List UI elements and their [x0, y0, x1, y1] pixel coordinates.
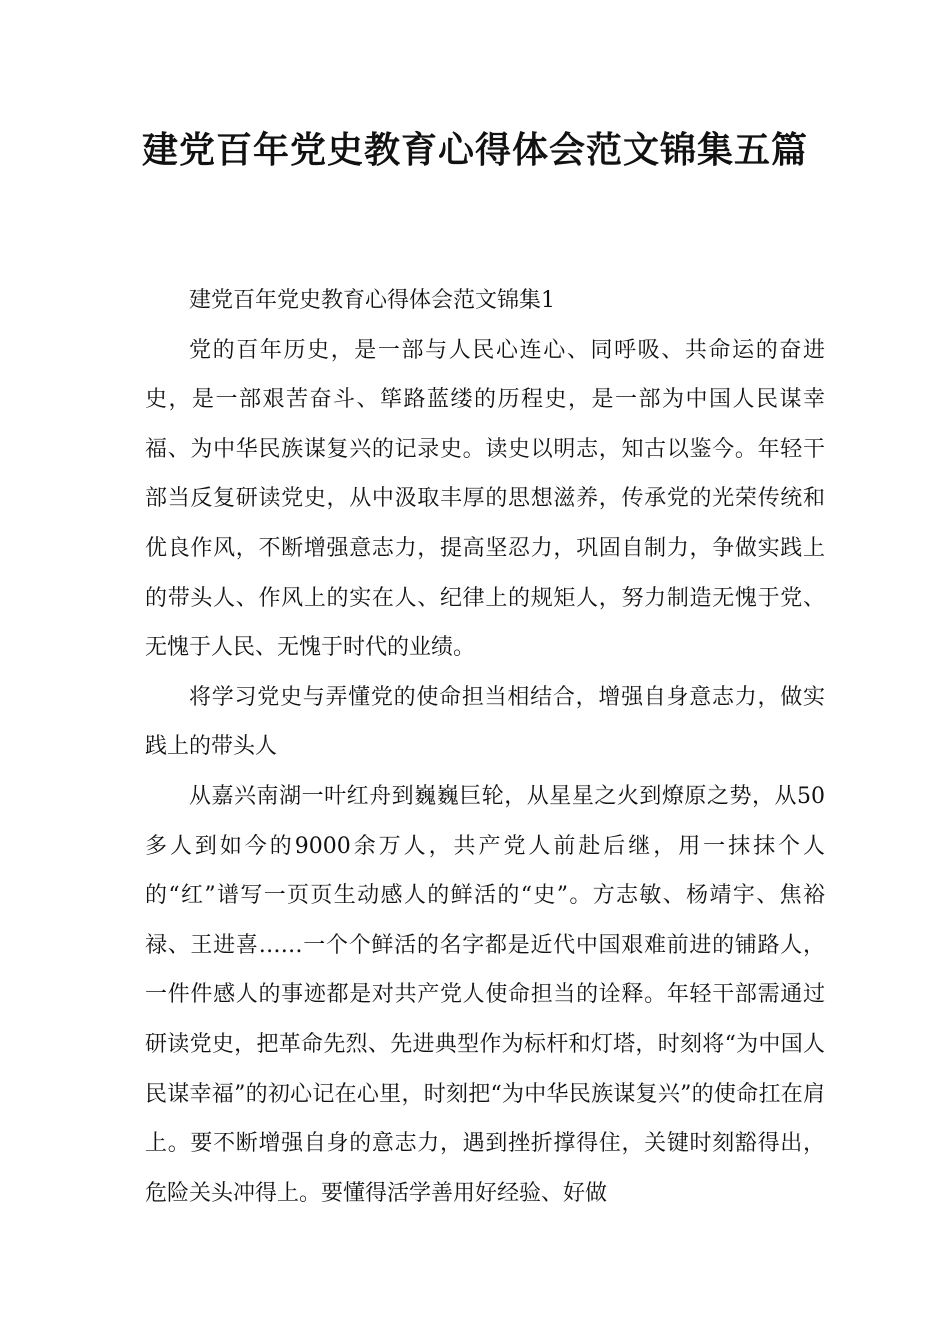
document-body [145, 276, 825, 1218]
document-title: 建党百年党史教育心得体会范文锦集五篇 [141, 130, 808, 171]
body-paragraph: 党的百年历史，是一部与人民心连心、同呼吸、共命运的奋进史，是一部艰苦奋斗、筚路蓝缕的历程史，是一部为中国人民谋幸福、为中华民族谋复兴的记录史。读史以明志，知古以鉴今。年轻干部当反复研读党史，从中汲取丰厚的思想滋养，传承党的光荣传统和优良作风，不断增强意志力，提高坚忍力，巩固自制力，争做实践上的带头人、作风上的实在人、纪律上的规矩人，努力制造无愧于党、无愧于人民、无愧于时代的业绩。 [145, 337, 825, 661]
body-paragraph: 将学习党史与弄懂党的使命担当相结合，增强自身意志力，做实践上的带头人 [145, 684, 825, 760]
body-paragraph: 从嘉兴南湖一叶红舟到巍巍巨轮，从星星之火到燎原之势，从50多人到如今的9000余万人，共产党人前赴后继，用一抹抹个人的“红”谱写一页页生动感人的鲜活的“史”。方志敏、杨靖宇、焦裕禄、王进喜……一个个鲜活的名字都是近代中国艰难前进的铺路人，一件件感人的事迹都是对共产党人使命担当的诠释。年轻干部需通过研读党史，把革命先烈、先进典型作为标杆和灯塔，时刻将“为中国人民谋幸福”的初心记在心里，时刻把“为中华民族谋复兴”的使命扛在肩上。要不断增强自身的意志力，遇到挫折撑得住，关键时刻豁得出，危险关头冲得上。要懂得活学善用好经验、好做 [145, 783, 825, 1206]
section-heading: 建党百年党史教育心得体会范文锦集1 [189, 288, 555, 313]
